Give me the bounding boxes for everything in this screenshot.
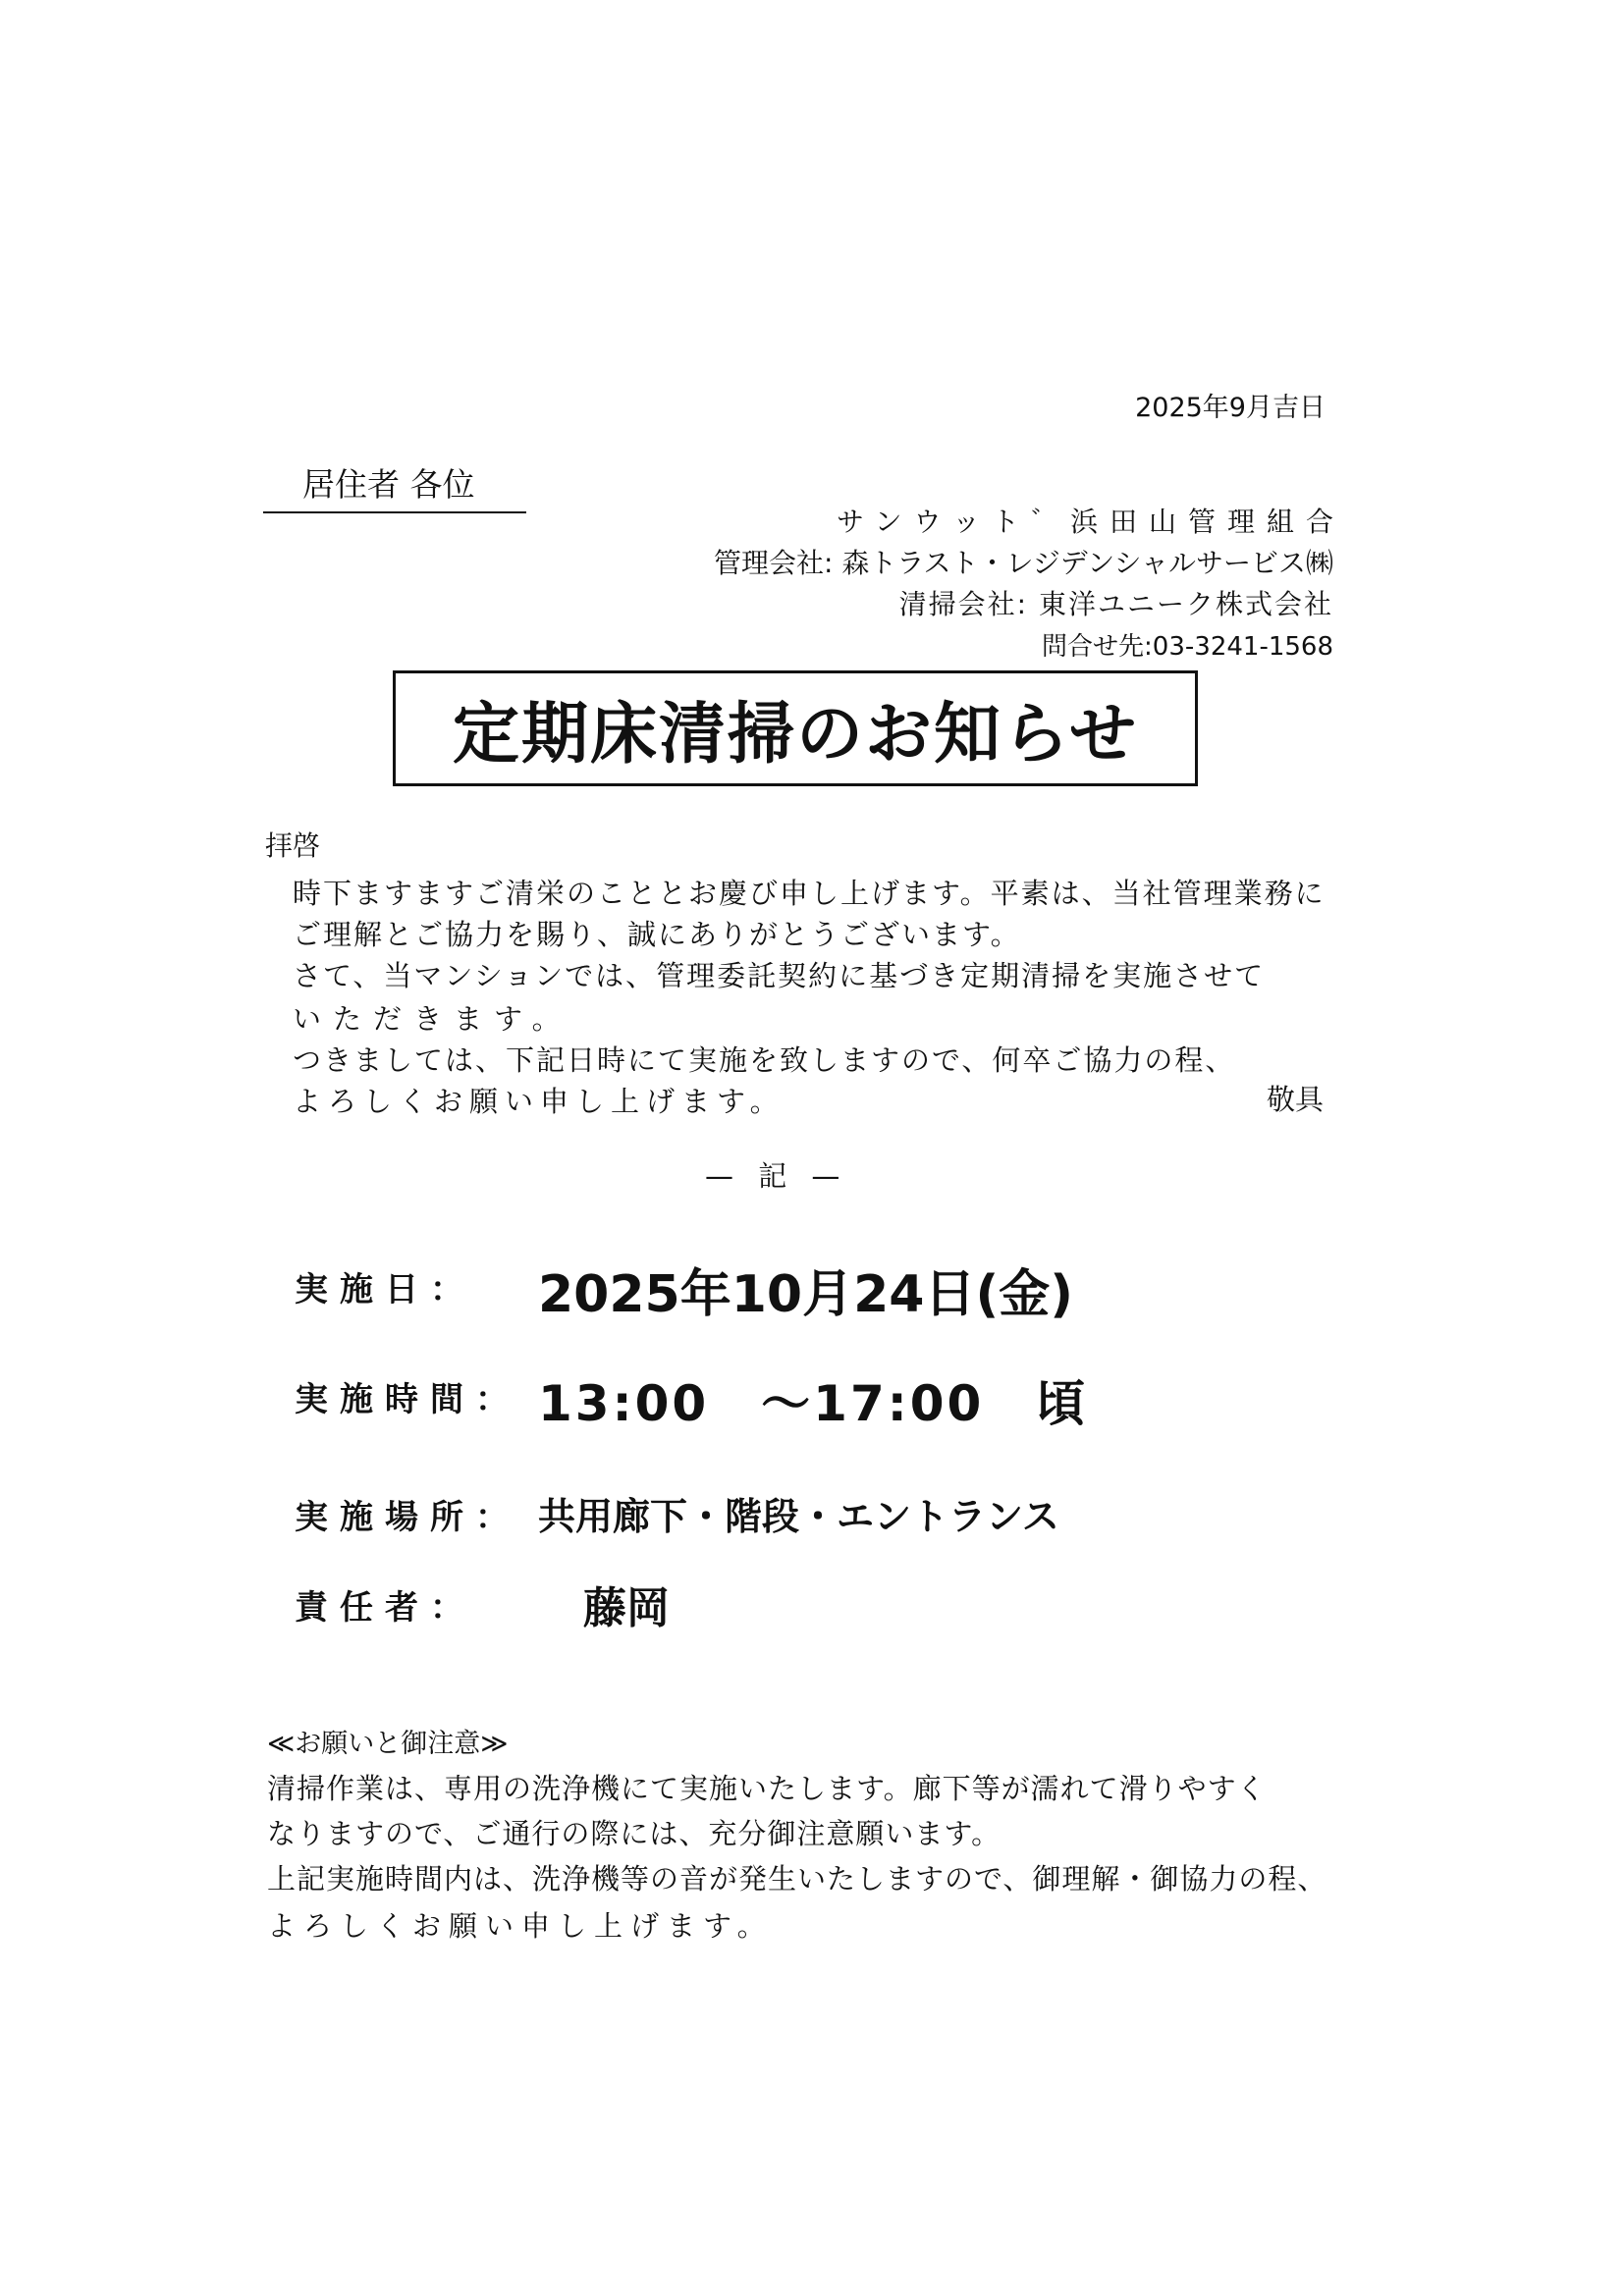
salutation: 拝啓 xyxy=(265,829,321,862)
time-label: 実施時間： xyxy=(295,1380,520,1419)
letter-line: いただきます。 xyxy=(293,1002,572,1036)
place-label: 実施場所： xyxy=(295,1498,520,1537)
letter-line: さて、当マンションでは、管理委託契約に基づき定期清掃を実施させて xyxy=(293,959,1266,992)
letter-line: つきましては、下記日時にて実施を致しますので、何卒ご協力の程、 xyxy=(293,1043,1236,1077)
closing-phrase: 敬具 xyxy=(1267,1083,1325,1116)
cleaning-company: 清掃会社: 東洋ユニーク株式会社 xyxy=(898,588,1333,620)
recipient: 居住者 各位 xyxy=(263,459,526,513)
letter-line: よろしくお願い申し上げます。 xyxy=(293,1085,785,1118)
person-label: 責任者： xyxy=(295,1588,475,1628)
letter-line: ご理解とご協力を賜り、誠にありがとうございます。 xyxy=(293,918,1021,951)
ki-heading: — 記 — xyxy=(705,1159,848,1193)
time-value: 13:00 ～17:00 頃 xyxy=(538,1375,1089,1432)
notice-title: 定期床清掃のお知らせ xyxy=(453,694,1138,774)
contact-phone: 問合せ先:03-3241-1568 xyxy=(1042,632,1333,662)
notice-title-box xyxy=(393,670,1198,786)
notes-heading: ≪お願いと御注意≫ xyxy=(267,1729,509,1759)
note-line: 上記実施時間内は、洗浄機等の音が発生いたしますので、御理解・御協力の程、 xyxy=(267,1862,1327,1896)
note-line: 清掃作業は、専用の洗浄機にて実施いたします。廊下等が濡れて滑りやすく xyxy=(267,1772,1267,1805)
date-label: 実施日： xyxy=(295,1270,475,1309)
issue-date: 2025年9月吉日 xyxy=(1135,393,1326,423)
letter-line: 時下ますますご清栄のこととお慶び申し上げます。平素は、当社管理業務に xyxy=(293,877,1326,910)
sender-organization: サンウット゛浜田山管理組合 xyxy=(836,506,1345,538)
management-company: 管理会社: 森トラスト・レジデンシャルサービス㈱ xyxy=(714,547,1333,579)
note-line: なりますので、ご通行の際には、充分御注意願います。 xyxy=(267,1817,1001,1850)
date-value: 2025年10月24日(金) xyxy=(538,1265,1073,1324)
person-value: 藤岡 xyxy=(583,1583,670,1633)
note-line: よろしくお願い申し上げます。 xyxy=(267,1909,774,1943)
place-value: 共用廊下・階段・エントランス xyxy=(538,1495,1059,1538)
